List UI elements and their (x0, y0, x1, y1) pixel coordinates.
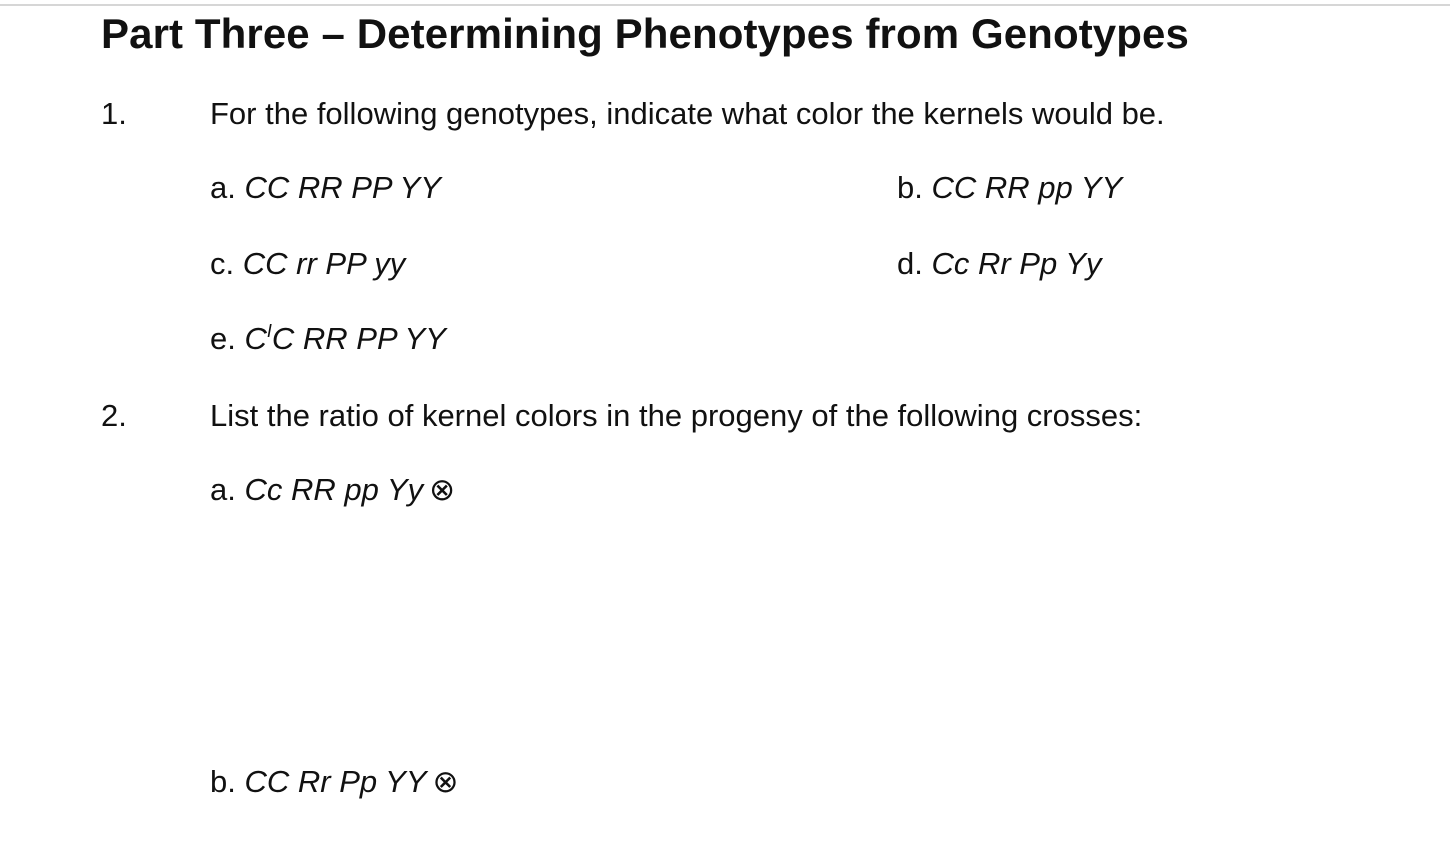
question-1-number: 1. (101, 96, 127, 131)
genotype: CC RR PP YY (244, 170, 441, 205)
q1-item-e (210, 321, 446, 357)
item-letter: a. (210, 170, 236, 205)
genotype (244, 321, 445, 356)
genotype: CC RR pp YY (931, 170, 1123, 205)
self-cross-icon: ⊗ (432, 764, 459, 799)
item-letter: e. (210, 321, 236, 356)
q1-item-d (897, 246, 1101, 282)
question-2-number: 2. (101, 398, 127, 433)
genotype: Cc Rr Pp Yy (931, 246, 1102, 281)
item-letter: a. (210, 472, 236, 507)
genotype: CC Rr Pp YY (244, 764, 427, 799)
item-letter: b. (897, 170, 923, 205)
q2-item-b (210, 764, 459, 800)
self-cross-icon: ⊗ (429, 472, 456, 507)
q1-item-b (897, 170, 1122, 206)
q1-item-c (210, 246, 405, 282)
item-letter: c. (210, 246, 235, 281)
question-2-prompt: List the ratio of kernel colors in the progeny of the following crosses: (210, 398, 1143, 433)
genotype-rest: C RR PP YY (271, 321, 446, 356)
q2-item-a (210, 472, 455, 508)
genotype: CC rr PP yy (242, 246, 406, 281)
page-title: Part Three – Determining Phenotypes from Genotypes (101, 10, 1189, 57)
genotype-prefix: C (244, 321, 267, 356)
question-1-prompt: For the following genotypes, indicate what color the kernels would be. (210, 96, 1165, 131)
top-divider (0, 4, 1450, 6)
item-letter: d. (897, 246, 923, 281)
genotype-superscript: I (266, 321, 272, 341)
item-letter: b. (210, 764, 236, 799)
q1-item-a (210, 170, 441, 206)
genotype: Cc RR pp Yy (244, 472, 424, 507)
